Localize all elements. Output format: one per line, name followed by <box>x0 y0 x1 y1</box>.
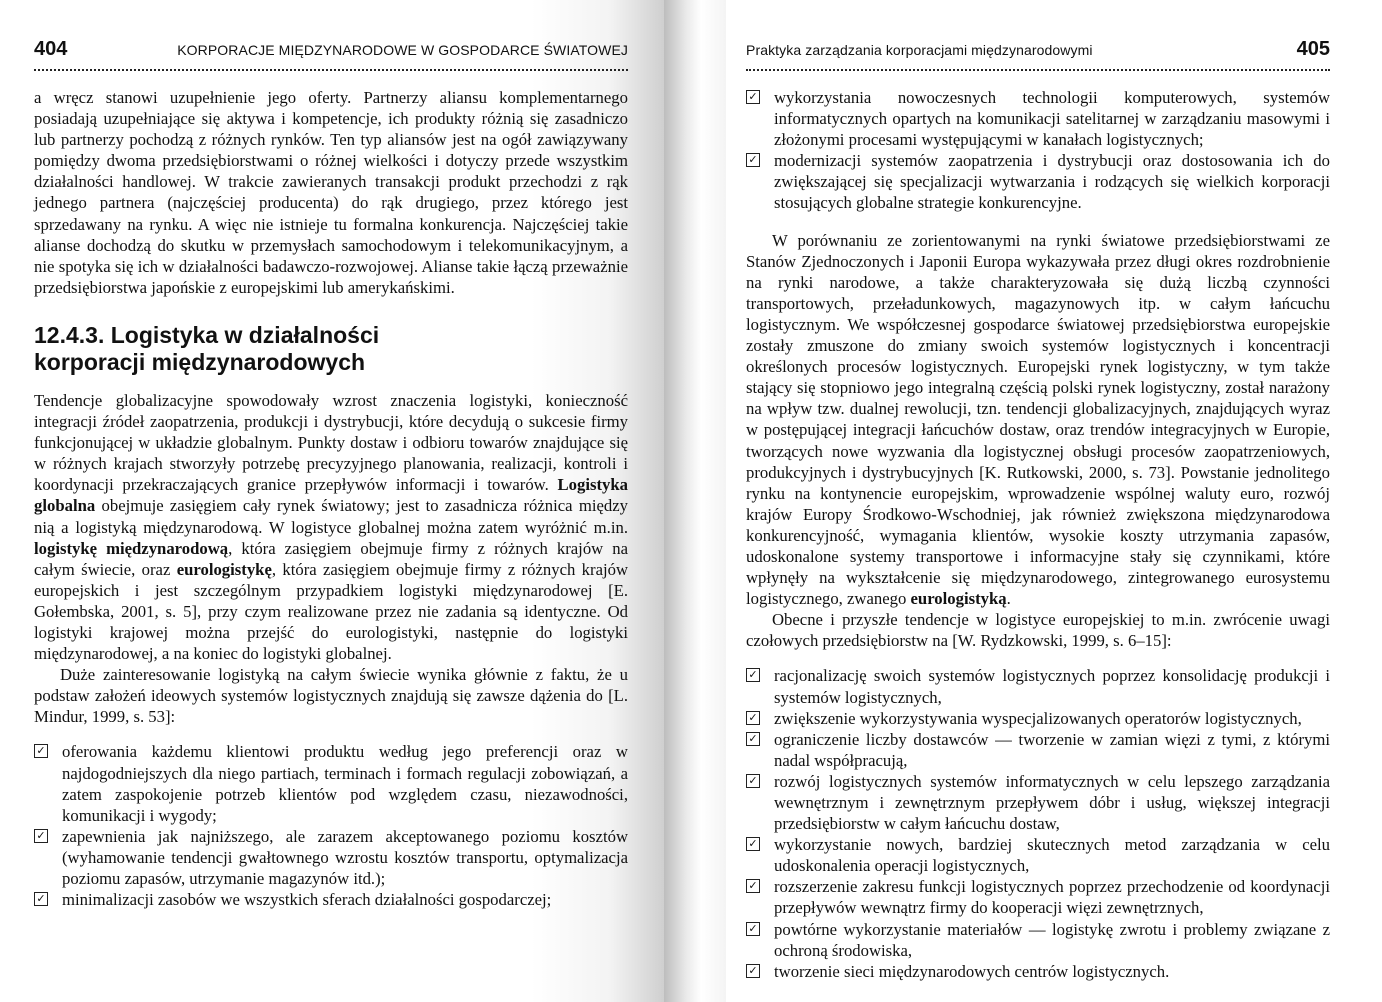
list-item-text: wykorzystanie nowych, bardziej skutecznych metod zarządzania w celu udoskonalenia operacji logistycznych, <box>774 835 1330 876</box>
para2-text-a: Tendencje globalizacyjne spowodowały wzrost znaczenia logistyki, konieczność integracji źródeł zaopatrzenia, produkcji i dystrybucji, które decydują o sukcesie firmy funkcjonującej w układzie globalnym. Punkty dostaw i odbioru towarów znajdujące się w różnych krajach stworzyły potrzebę precyzyjnego planowania, realizacji, kontroli i koordynacji przekraczających granice przepływów informacji i towarów. <box>34 390 628 495</box>
right-paragraph-2: Obecne i przyszłe tendencje w logistyce europejskiej to m.in. zwrócenie uwagi czołowych przedsiębiorstw na [W. Rydzkowski, 1999, s. 6–15]: <box>746 610 1330 651</box>
right-page-header <box>746 38 1330 61</box>
list-item-text: ograniczenie liczby dostawców — tworzenie w zamian więzi z tymi, z którymi nadal współpracują, <box>774 729 1330 770</box>
list-item-text: zwiększenie wykorzystywania wyspecjalizowanych operatorów logistycznych, <box>774 708 1302 728</box>
checkbox-icon: ✓ <box>34 892 48 906</box>
list-item <box>746 708 1330 729</box>
term-eurologistyka: eurologistykę <box>176 559 272 579</box>
list-item-text: rozszerzenie zakresu funkcji logistycznych poprzez przechodzenie od koordynacji przepływów wewnątrz firmy do kooperacji więzi zewnętrznych, <box>774 877 1330 918</box>
list-item <box>746 834 1330 876</box>
term-logistyka-miedzynarodowa: logistykę międzynarodową <box>34 538 229 558</box>
list-item <box>746 665 1330 707</box>
right-page-number: 405 <box>1296 38 1330 60</box>
list-item <box>746 919 1330 961</box>
right-header-rule <box>746 63 1330 71</box>
list-item-text: tworzenie sieci międzynarodowych centrów logistycznych. <box>774 961 1170 981</box>
checkbox-icon: ✓ <box>746 668 760 682</box>
checkbox-icon: ✓ <box>746 153 760 167</box>
book-gutter <box>664 0 726 1002</box>
list-item <box>746 150 1330 213</box>
checkbox-icon: ✓ <box>746 964 760 978</box>
para1-text-a: W porównaniu ze zorientowanymi na rynki światowe przedsiębiorstwami ze Stanów Zjednoczonych i Japonii Europa wykazywała przez długi okres rozdrobnienie na rynki narodowe, a także charakteryzowała się dużą liczbą czynności transportowych, przeładunkowych, magazynowych itp. w całym łańcuchu logistycznym. We współczesnej gospodarce światowej przedsiębiorstwa europejskie zostały zmuszone do zmiany swoich systemów logistycznych i koncentracji określonych procesów logistycznych. Europejski rynek logistyczny, w tym także stający się stopniowo jego integralną częścią polski rynek logistyczny, został narażony na wpływ tzw. dualnej rewolucji, tzn. tendencji globalizacyjnych, znajdujących wyraz w postępującej integracji łańcuchów dostaw, oraz trendów integracyjnych w Europie, tworzących nowe wyzwania dla logistycznej obsługi procesów zaopatrzeniowych, produkcyjnych i dystrybucyjnych [K. Rutkowski, 2000, s. 73]. Powstanie jednolitego rynku na kontynencie europejskim, wprowadzenie wspólnej waluty euro, rozwój krajów Europy Środkowo-Wschodniej, jak również zwiększona międzynarodowa konkurencyjność, wymagania klientów, wysokie koszty utrzymania zapasów, udoskonalone systemy transportowe i informacyjne stały się czynnikami, które wpłynęły na wykształcenie się międzynarodowego, zintegrowanego eurosystemu logistycznego, zwanego <box>746 230 1330 609</box>
right-paragraph-1 <box>746 230 1330 610</box>
checkbox-icon: ✓ <box>746 732 760 746</box>
list-item <box>746 876 1330 918</box>
para2-text-c: , która zasięgiem obejmuje firmy z różnych krajów na całym świecie, oraz <box>34 538 628 579</box>
left-header-rule <box>34 63 628 71</box>
right-page <box>726 0 1382 1002</box>
term-eurologistyka-right: eurologistyką <box>910 589 1007 609</box>
list-item <box>746 87 1330 150</box>
checkbox-icon: ✓ <box>746 774 760 788</box>
list-item-text: rozwój logistycznych systemów informatycznych w celu lepszego zarządzania wewnętrznym i zewnętrznym przepływem dóbr i usług, większej integracji przedsiębiorstw w całym łańcuchu dostaw, <box>774 771 1330 834</box>
left-page-header <box>34 38 628 61</box>
list-item <box>34 889 628 910</box>
checkbox-icon: ✓ <box>34 744 48 758</box>
list-item <box>746 771 1330 834</box>
left-paragraph-1: a wręcz stanowi uzupełnienie jego oferty. Partnerzy aliansu komplementarnego posiadają uzupełniające się aktywa i kompetencje, ich produkty różnią się zasadniczo lub partnerzy pochodzą z różnych rynków. Ten typ aliansów jest na ogół zawiązywany pomiędzy dwoma przedsiębiorstwami o różnej wielkości i dotyczy przede wszystkim działalności handlowej. W trakcie zawieranych transakcji produkt przechodzi z rąk jednego partnera (najczęściej producenta) do rąk drugiego, przez którego jest sprzedawany na rynku. A więc nie istnieje tu formalna konkurencja. Najczęściej takie alianse dochodzą do skutku w przemysłach samochodowym i telekomunikacyjnym, a nie spotyka się ich w działalności badawczo-rozwojowej. Alianse takie łączą przeważnie przedsiębiorstwa japońskie z europejskimi lub amerykańskimi. <box>34 88 628 297</box>
list-item-text: wykorzystania nowoczesnych technologii komputerowych, systemów informatycznych opartych na komunikacji satelitarnej w zarządzaniu masowymi i złożonymi procesami występującymi w kanałach logistycznych; <box>774 88 1330 150</box>
list-item-text: powtórne wykorzystanie materiałów — logistykę zwrotu i problemy związane z ochroną środowiska, <box>774 919 1330 960</box>
list-item-text: zapewnienia jak najniższego, ale zarazem akceptowanego poziomu kosztów (wyhamowanie tendencji gwałtownego wzrostu kosztów transportu, optymalizacja poziomu zapasów, utrzymanie magazynów itd.); <box>62 826 628 888</box>
checkbox-icon: ✓ <box>746 837 760 851</box>
left-paragraph-3: Duże zainteresowanie logistyką na całym świecie wynika głównie z faktu, że u podstaw założeń ideowych systemów logistycznych znajdują się zawsze dążenia do [L. Mindur, 1999, s. 53]: <box>34 665 628 727</box>
checkbox-icon: ✓ <box>34 829 48 843</box>
left-page-number: 404 <box>34 38 68 60</box>
left-running-title: KORPORACJE MIĘDZYNARODOWE W GOSPODARCE ŚWIATOWEJ <box>177 42 628 58</box>
list-item <box>746 961 1330 982</box>
section-heading-line-2: korporacji międzynarodowych <box>34 348 366 375</box>
para2-text-b: obejmuje zasięgiem cały rynek światowy; jest to zasadnicza różnica między nią a logistyką międzynarodową. W logistyce globalnej można zatem wyróżnić m.in. <box>34 496 628 537</box>
right-checklist-bottom <box>746 665 1330 981</box>
list-item-text: minimalizacji zasobów we wszystkich sferach działalności gospodarczej; <box>62 890 552 910</box>
right-checklist-top <box>746 87 1330 214</box>
list-item-text: racjonalizację swoich systemów logistycznych poprzez konsolidację produkcji i systemów logistycznych, <box>774 666 1330 707</box>
section-heading <box>34 322 628 376</box>
para2-text-d: , która zasięgiem obejmuje firmy z różnych krajów europejskich i jest szczególnym przypadkiem logistyki międzynarodowej [E. Gołembska, 2001, s. 5], przy czym realizowane przez nie zadania są identyczne. Od logistyki krajowej można przejść do eurologistyki, następnie do logistyki międzynarodowej, a na koniec do logistyki globalnej. <box>34 559 629 664</box>
checkbox-icon: ✓ <box>746 879 760 893</box>
checkbox-icon: ✓ <box>746 90 760 104</box>
term-logistyka-globalna: Logistyka globalna <box>34 475 628 516</box>
left-page <box>0 0 664 1002</box>
list-item <box>746 729 1330 771</box>
right-running-title: Praktyka zarządzania korporacjami międzynarodowymi <box>746 42 1093 58</box>
list-item <box>34 741 628 825</box>
checkbox-icon: ✓ <box>746 922 760 936</box>
left-checklist <box>34 741 628 910</box>
left-paragraph-2 <box>34 390 628 664</box>
list-item <box>34 826 628 889</box>
spacer <box>746 214 1330 230</box>
list-item-text: modernizacji systemów zaopatrzenia i dystrybucji oraz dostosowania ich do zwiększającej się specjalizacji wytwarzania i rodzących się wielkich korporacji stosujących globalne strategie konkurencyjne. <box>774 151 1330 213</box>
checkbox-icon: ✓ <box>746 711 760 725</box>
list-item-text: oferowania każdemu klientowi produktu według jego preferencji oraz w najdogodniejszych dla niego partiach, terminach i formach regulacji zobowiązań, a zatem zaspokojenie potrzeb klientów pod względem czasu, niezawodności, komunikacji i wygody; <box>62 742 628 825</box>
section-heading-line-1: 12.4.3. Logistyka w działalności <box>34 321 380 348</box>
para1-text-b: . <box>1006 589 1011 609</box>
